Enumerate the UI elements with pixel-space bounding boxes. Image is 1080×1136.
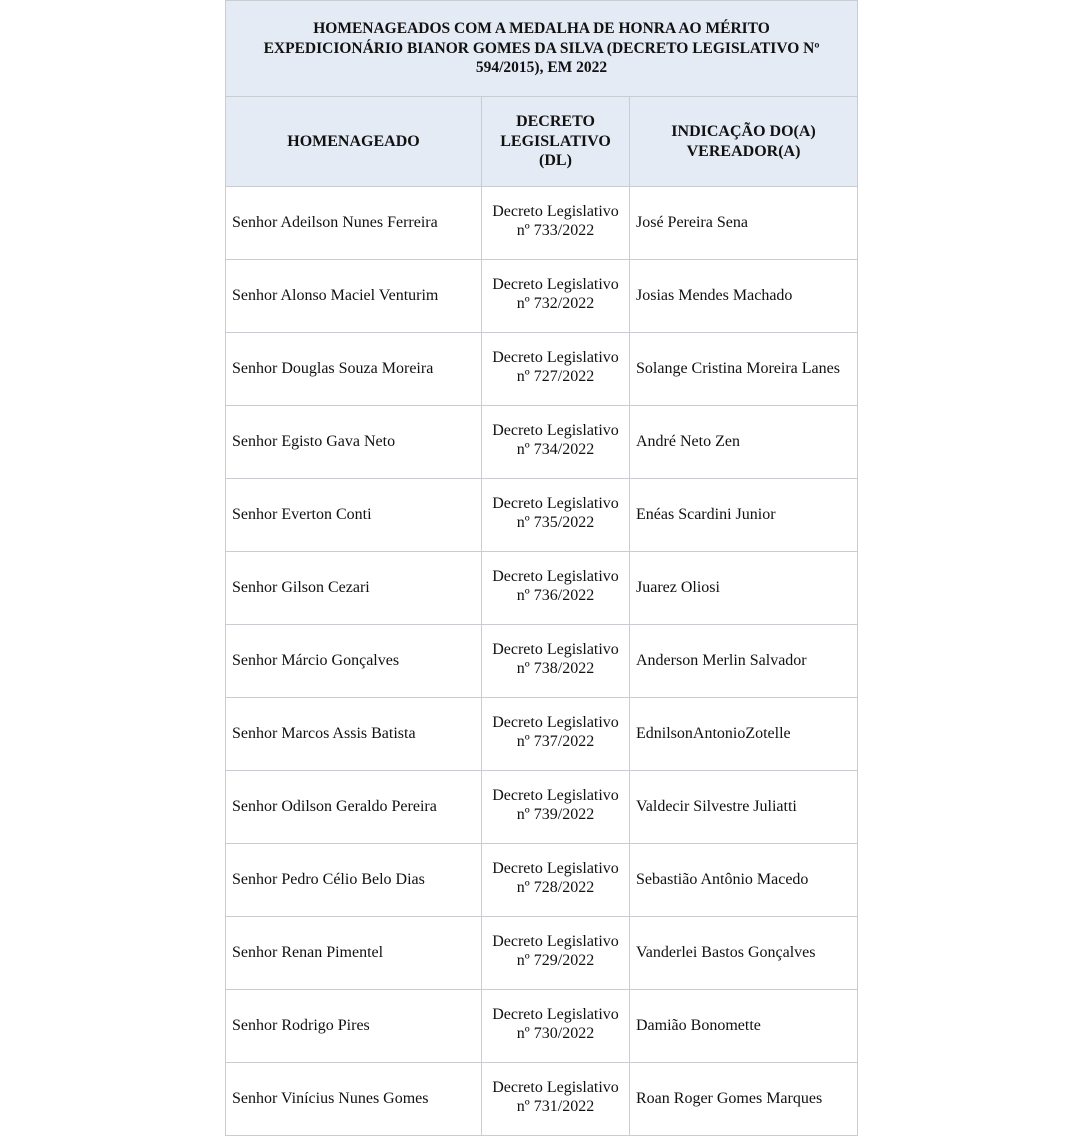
header-honoree-label: HOMENAGEADO: [287, 132, 420, 150]
councilor-cell: Solange Cristina Moreira Lanes: [630, 333, 858, 406]
decree-text: Decreto Legislativo nº 735/2022: [492, 494, 619, 531]
table-row: [226, 844, 858, 917]
councilor-cell: Vanderlei Bastos Gonçalves: [630, 917, 858, 990]
honoree-cell: Senhor Pedro Célio Belo Dias: [226, 844, 482, 917]
decree-text: Decreto Legislativo nº 737/2022: [492, 713, 619, 750]
decree-cell: [482, 479, 630, 552]
decree-text: Decreto Legislativo nº 732/2022: [492, 275, 619, 312]
decree-cell: [482, 771, 630, 844]
councilor-cell: Anderson Merlin Salvador: [630, 625, 858, 698]
honoree-cell: Senhor Douglas Souza Moreira: [226, 333, 482, 406]
decree-cell: [482, 1063, 630, 1136]
honoree-cell: Senhor Marcos Assis Batista: [226, 698, 482, 771]
table-row: [226, 333, 858, 406]
decree-cell: [482, 260, 630, 333]
table-row: [226, 771, 858, 844]
decree-cell: [482, 990, 630, 1063]
table-row: [226, 1063, 858, 1136]
decree-text: Decreto Legislativo nº 736/2022: [492, 567, 619, 604]
councilor-cell: Sebastião Antônio Macedo: [630, 844, 858, 917]
table-row: [226, 990, 858, 1063]
decree-text: Decreto Legislativo nº 734/2022: [492, 421, 619, 458]
honoree-cell: Senhor Egisto Gava Neto: [226, 406, 482, 479]
councilor-cell: Josias Mendes Machado: [630, 260, 858, 333]
honoree-cell: Senhor Adeilson Nunes Ferreira: [226, 187, 482, 260]
honoree-cell: Senhor Márcio Gonçalves: [226, 625, 482, 698]
decree-cell: [482, 625, 630, 698]
honoree-cell: Senhor Gilson Cezari: [226, 552, 482, 625]
honorees-table: [225, 0, 858, 1136]
table-row: [226, 917, 858, 990]
header-row: [226, 97, 858, 187]
decree-text: Decreto Legislativo nº 729/2022: [492, 932, 619, 969]
decree-cell: [482, 406, 630, 479]
decree-text: Decreto Legislativo nº 739/2022: [492, 786, 619, 823]
table-row: [226, 260, 858, 333]
councilor-cell: EdnilsonAntonioZotelle: [630, 698, 858, 771]
table-title: HOMENAGEADOS COM A MEDALHA DE HONRA AO MÉRITO EXPEDICIONÁRIO BIANOR GOMES DA SILVA (DECRETO LEGISLATIVO Nº 594/2015), EM 2022: [226, 1, 858, 97]
decree-text: Decreto Legislativo nº 728/2022: [492, 859, 619, 896]
decree-cell: [482, 552, 630, 625]
councilor-cell: Roan Roger Gomes Marques: [630, 1063, 858, 1136]
table-row: [226, 625, 858, 698]
decree-cell: [482, 333, 630, 406]
decree-cell: [482, 844, 630, 917]
table-row: [226, 479, 858, 552]
table-row: [226, 187, 858, 260]
decree-cell: [482, 917, 630, 990]
table-row: [226, 552, 858, 625]
table-body: [226, 187, 858, 1136]
honoree-cell: Senhor Odilson Geraldo Pereira: [226, 771, 482, 844]
header-councilor-label: INDICAÇÃO DO(A) VEREADOR(A): [671, 123, 816, 160]
decree-text: Decreto Legislativo nº 733/2022: [492, 202, 619, 239]
title-row: [226, 1, 858, 97]
councilor-cell: André Neto Zen: [630, 406, 858, 479]
councilor-cell: José Pereira Sena: [630, 187, 858, 260]
councilor-cell: Valdecir Silvestre Juliatti: [630, 771, 858, 844]
table-row: [226, 406, 858, 479]
decree-cell: [482, 698, 630, 771]
header-councilor: [630, 97, 858, 187]
decree-cell: [482, 187, 630, 260]
decree-text: Decreto Legislativo nº 731/2022: [492, 1078, 619, 1115]
honoree-cell: Senhor Alonso Maciel Venturim: [226, 260, 482, 333]
honoree-cell: Senhor Vinícius Nunes Gomes: [226, 1063, 482, 1136]
decree-text: Decreto Legislativo nº 727/2022: [492, 348, 619, 385]
honoree-cell: Senhor Rodrigo Pires: [226, 990, 482, 1063]
header-honoree: [226, 97, 482, 187]
honoree-cell: Senhor Renan Pimentel: [226, 917, 482, 990]
decree-text: Decreto Legislativo nº 730/2022: [492, 1005, 619, 1042]
header-decree: [482, 97, 630, 187]
decree-text: Decreto Legislativo nº 738/2022: [492, 640, 619, 677]
councilor-cell: Enéas Scardini Junior: [630, 479, 858, 552]
councilor-cell: Juarez Oliosi: [630, 552, 858, 625]
councilor-cell: Damião Bonomette: [630, 990, 858, 1063]
table-row: [226, 698, 858, 771]
honoree-cell: Senhor Everton Conti: [226, 479, 482, 552]
header-decree-label: DECRETO LEGISLATIVO (DL): [500, 113, 611, 170]
